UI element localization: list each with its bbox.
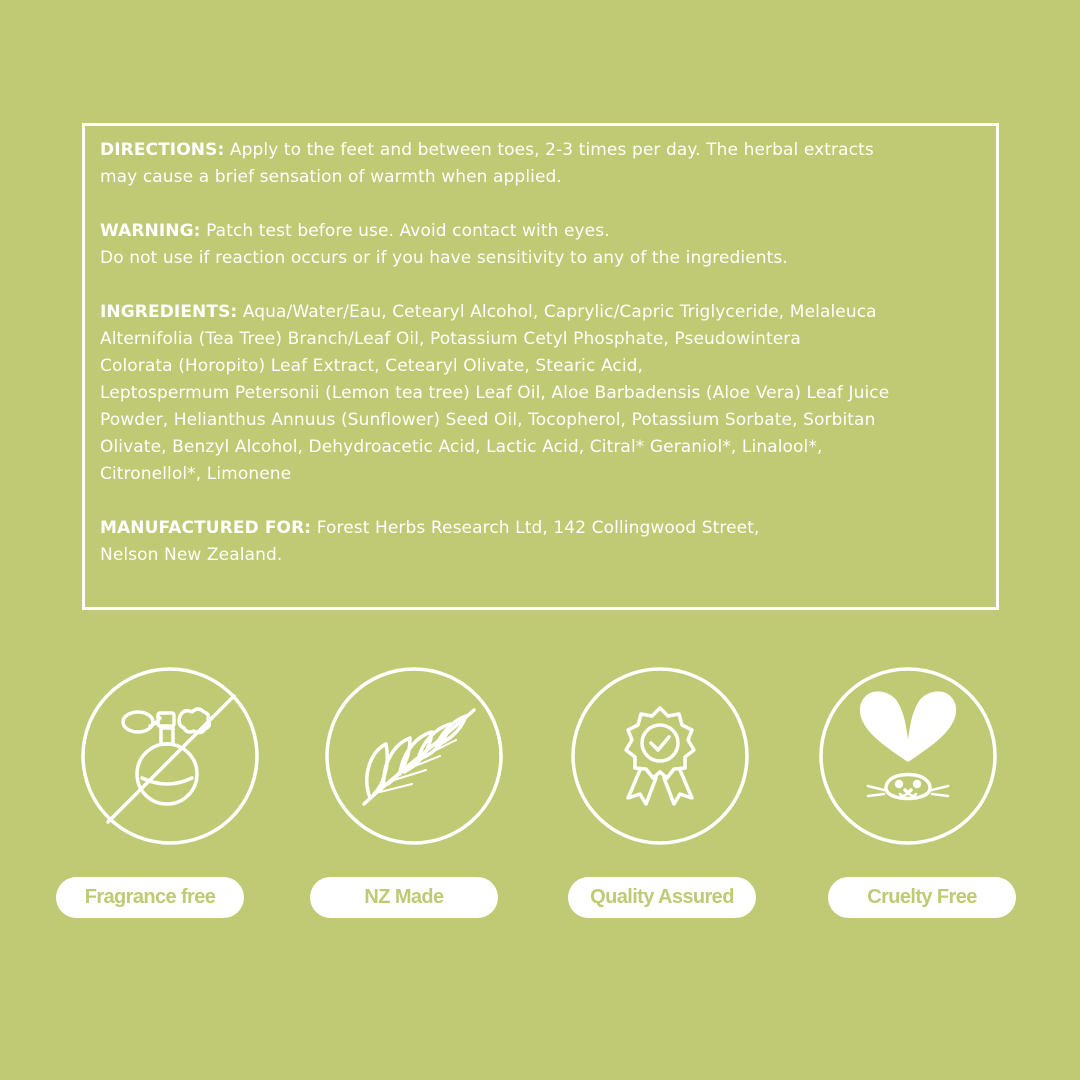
warning-text: Do not use if reaction occurs or if you have sensitivity to any of the ingredients. [100,248,788,268]
cruelty-free-badge [828,877,1016,918]
badge-label: Cruelty Free [867,886,977,908]
warning-heading: WARNING: [100,221,201,241]
ingredients-text: Powder, Helianthus Annuus (Sunflower) Seed Oil, Tocopherol, Potassium Sorbate, Sorbitan [100,410,876,430]
ingredients-text: Alternifolia (Tea Tree) Branch/Leaf Oil, Potassium Cetyl Phosphate, Pseudowintera [100,329,801,349]
manufactured-heading: MANUFACTURED FOR: [100,518,312,538]
ingredients-section [100,299,982,488]
nz-made-badge [310,877,498,918]
manufactured-section [100,515,982,569]
warning-section [100,218,982,272]
warning-text: Patch test before use. Avoid contact with eyes. [206,221,610,241]
directions-text: Apply to the feet and between toes, 2-3 times per day. The herbal extracts [229,140,874,160]
quality-assured-badge [568,877,756,918]
badge-label: NZ Made [364,886,444,908]
fern-icon [324,666,504,846]
ingredients-text: Aqua/Water/Eau, Cetearyl Alcohol, Caprylic/Capric Triglyceride, Melaleuca [242,302,877,322]
ingredients-text: Leptospermum Petersonii (Lemon tea tree) Leaf Oil, Aloe Barbadensis (Aloe Vera) Leaf Juice [100,383,890,403]
no-perfume-icon [80,666,260,846]
ingredients-text: Colorata (Horopito) Leaf Extract, Cetearyl Olivate, Stearic Acid, [100,356,644,376]
manufactured-text: Nelson New Zealand. [100,545,283,565]
ingredients-heading: INGREDIENTS: [100,302,238,322]
ingredients-text: Citronellol*, Limonene [100,464,292,484]
fragrance-free-badge [56,877,244,918]
badge-label: Quality Assured [590,886,734,908]
award-ribbon-icon [570,666,750,846]
product-info-panel [82,123,999,610]
ingredients-text: Olivate, Benzyl Alcohol, Dehydroacetic Acid, Lactic Acid, Citral* Geraniol*, Linalool*, [100,437,823,457]
badge-label: Fragrance free [84,886,216,908]
directions-heading: DIRECTIONS: [100,140,225,160]
manufactured-text: Forest Herbs Research Ltd, 142 Collingwood Street, [316,518,760,538]
directions-text: may cause a brief sensation of warmth when applied. [100,167,562,187]
directions-section [100,137,982,191]
bunny-heart-icon [818,666,998,846]
